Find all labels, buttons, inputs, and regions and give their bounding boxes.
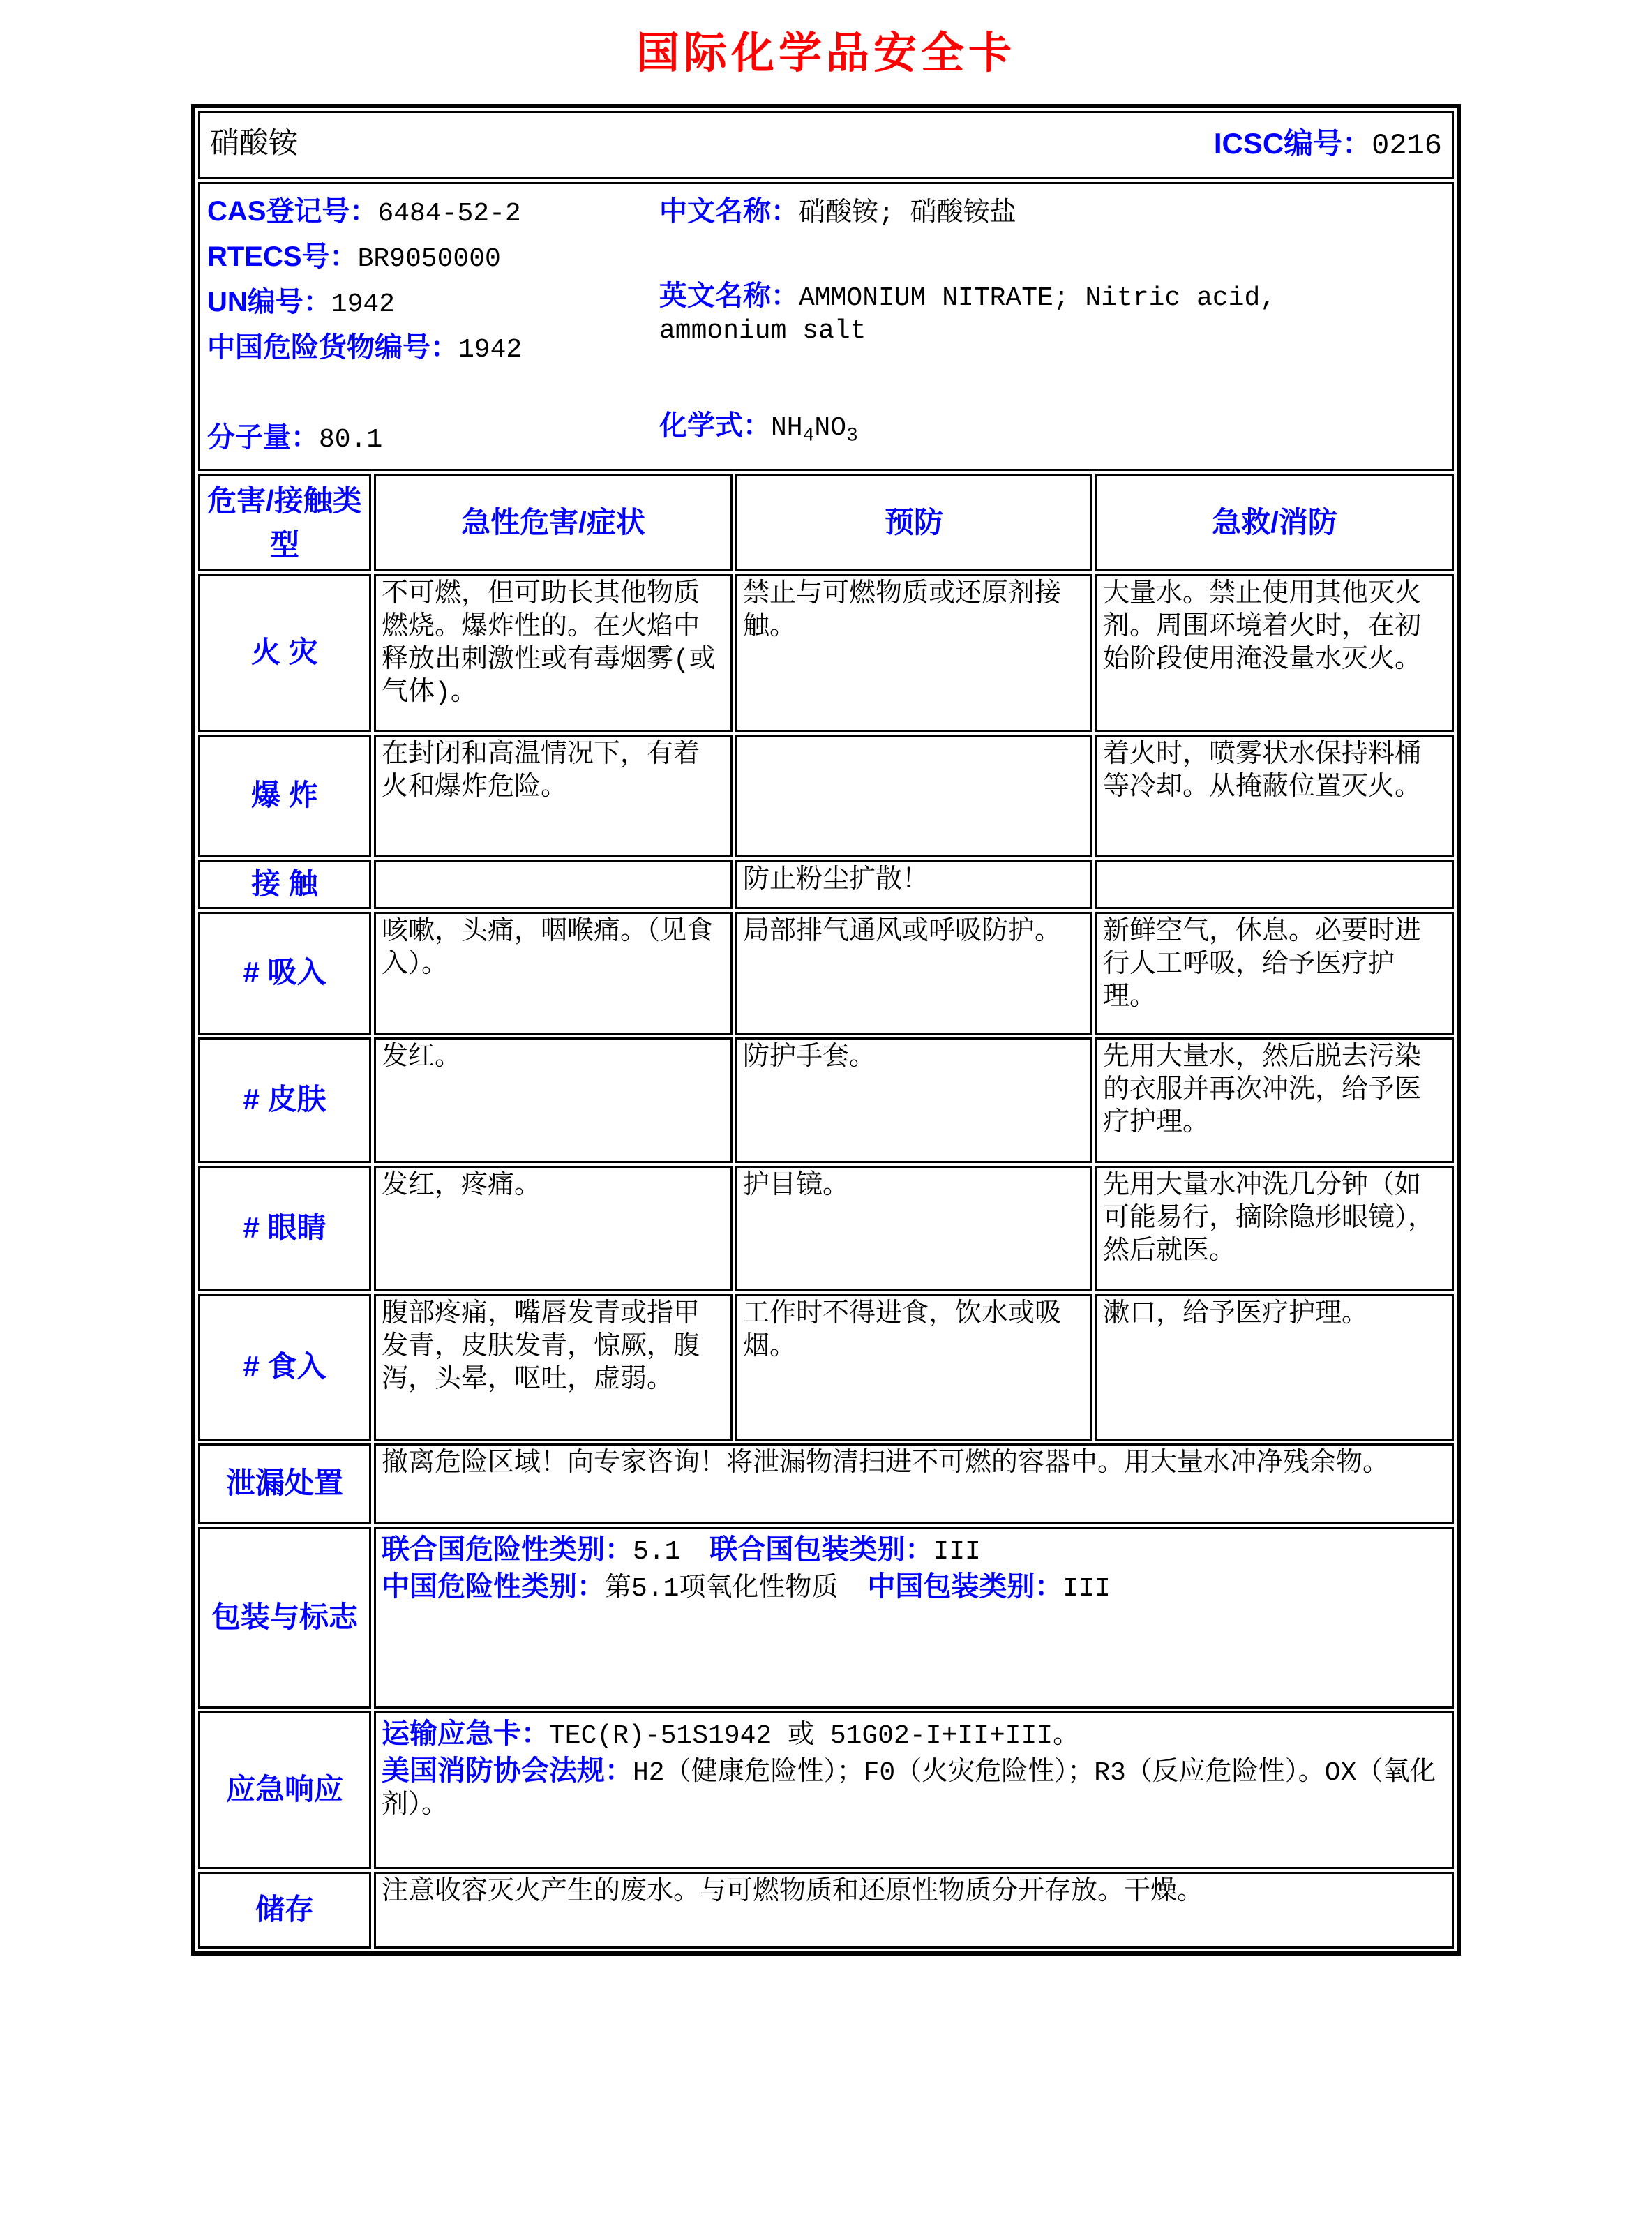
china-dg-number: 中国危险货物编号：1942 (206, 332, 523, 366)
icsc-number-group (1214, 126, 1442, 164)
icsc-document-page (0, 18, 1652, 2236)
row-label-ingestion: # 食入 (198, 1294, 371, 1441)
transport-emergency-card-line: 运输应急卡：TEC(R)-51S1942 或 51G02-I+II+III。 (381, 1718, 1080, 1751)
eyes-firstaid: 先用大量水冲洗几分钟（如可能易行，摘除隐形眼镜），然后就医。 (1095, 1166, 1454, 1291)
column-header-prevention: 预防 (735, 474, 1092, 571)
fire-symptoms: 不可燃，但可助长其他物质燃烧。爆炸性的。在火焰中释放出刺激性或有毒烟雾(或气体)。 (374, 574, 733, 732)
row-label-spill: 泄漏处置 (198, 1443, 371, 1524)
table-row-ingestion (198, 1294, 1454, 1441)
identification-cell (198, 182, 1454, 471)
table-row-inhalation (198, 912, 1454, 1035)
skin-firstaid: 先用大量水，然后脱去污染的衣服并再次冲洗，给予医疗护理。 (1095, 1037, 1454, 1163)
name-row-cell (198, 111, 1454, 179)
icsc-number-label: ICSC编号： (1213, 127, 1372, 160)
inhalation-firstaid: 新鲜空气，休息。必要时进行人工呼吸，给予医疗护理。 (1095, 912, 1454, 1035)
column-header-hazard-type: 危害/接触类型 (198, 474, 371, 571)
row-label-eyes: # 眼睛 (198, 1166, 371, 1291)
ingestion-prevention: 工作时不得进食，饮水或吸烟。 (735, 1294, 1092, 1441)
ingestion-firstaid: 漱口，给予医疗护理。 (1095, 1294, 1454, 1441)
skin-symptoms: 发红。 (374, 1037, 733, 1163)
row-label-fire: 火 灾 (198, 574, 371, 732)
table-row-spill (198, 1443, 1454, 1524)
storage-content: 注意收容灭火产生的废水。与可燃物质和还原性物质分开存放。干燥。 (374, 1872, 1454, 1949)
packing-content (374, 1527, 1454, 1709)
column-header-firstaid: 急救/消防 (1095, 474, 1454, 571)
icsc-number-value: 0216 (1372, 129, 1442, 163)
table-row-packing (198, 1527, 1454, 1709)
fire-prevention: 禁止与可燃物质或还原剂接触。 (735, 574, 1092, 732)
chinese-name: 中文名称：硝酸铵; 硝酸铵盐 (659, 196, 1016, 229)
identification-right-column (659, 190, 1399, 467)
ingestion-symptoms: 腹部疼痛，嘴唇发青或指甲发青，皮肤发青，惊厥，腹泻，头晕，呕吐，虚弱。 (374, 1294, 733, 1441)
molecular-weight: 分子量：80.1 (206, 422, 383, 456)
explosion-prevention (735, 735, 1092, 857)
chemical-formula: 化学式：$NH_4NO_3$ (659, 410, 858, 447)
fire-firstaid: 大量水。禁止使用其他灭火剂。周围环境着火时，在初始阶段使用淹没量水灭火。 (1095, 574, 1454, 732)
chemical-name: 硝酸铵 (209, 128, 298, 162)
table-row-fire (198, 574, 1454, 732)
explosion-symptoms: 在封闭和高温情况下，有着火和爆炸危险。 (374, 735, 733, 857)
table-row-explosion (198, 735, 1454, 857)
contact-symptoms (374, 860, 733, 909)
cas-number: CAS登记号：6484-52-2 (206, 196, 521, 229)
table-row-skin (198, 1037, 1454, 1163)
row-label-contact: 接 触 (198, 860, 371, 909)
row-label-emergency: 应急响应 (198, 1711, 371, 1869)
english-name: 英文名称：AMMONIUM NITRATE; Nitric acid, ammonium salt (659, 280, 1277, 347)
row-label-inhalation: # 吸入 (198, 912, 371, 1035)
inhalation-prevention: 局部排气通风或呼吸防护。 (735, 912, 1092, 1035)
table-row-identification (198, 182, 1454, 471)
eyes-symptoms: 发红，疼痛。 (374, 1166, 733, 1291)
eyes-prevention: 护目镜。 (735, 1166, 1092, 1291)
inhalation-symptoms: 咳嗽，头痛，咽喉痛。（见食入）。 (374, 912, 733, 1035)
table-row-name (198, 111, 1454, 179)
row-label-storage: 储存 (198, 1872, 371, 1949)
nfpa-code-line: 美国消防协会法规：H2（健康危险性）；F0（火灾危险性）；R3（反应危险性）。OX（氧化剂）。 (381, 1755, 1436, 1821)
contact-prevention: 防止粉尘扩散！ (735, 860, 1092, 909)
row-label-explosion: 爆 炸 (198, 735, 371, 857)
contact-firstaid (1095, 860, 1454, 909)
un-classification-line: 联合国危险性类别：5.1 联合国包装类别：III (381, 1533, 981, 1567)
column-header-symptoms: 急性危害/症状 (374, 474, 733, 571)
un-number: UN编号：1942 (206, 287, 395, 320)
emergency-content (374, 1711, 1454, 1869)
identification-left-column (207, 190, 659, 467)
table-row-eyes (198, 1166, 1454, 1291)
china-classification-line: 中国危险性类别：第5.1项氧化性物质 中国包装类别：III (381, 1570, 1111, 1604)
table-row-emergency (198, 1711, 1454, 1869)
explosion-firstaid: 着火时，喷雾状水保持料桶等冷却。从掩蔽位置灭火。 (1095, 735, 1454, 857)
rtecs-number: RTECS号：BR9050000 (206, 241, 501, 275)
table-row-storage (198, 1872, 1454, 1949)
row-label-packing: 包装与标志 (198, 1527, 371, 1709)
row-label-skin: # 皮肤 (198, 1037, 371, 1163)
table-row-header (198, 474, 1454, 571)
skin-prevention: 防护手套。 (735, 1037, 1092, 1163)
icsc-card-table (191, 104, 1461, 1956)
table-row-contact (198, 860, 1454, 909)
spill-content: 撤离危险区域！向专家咨询！将泄漏物清扫进不可燃的容器中。用大量水冲净残余物。 (374, 1443, 1454, 1524)
page-title: 国际化学品安全卡 (636, 29, 1016, 77)
